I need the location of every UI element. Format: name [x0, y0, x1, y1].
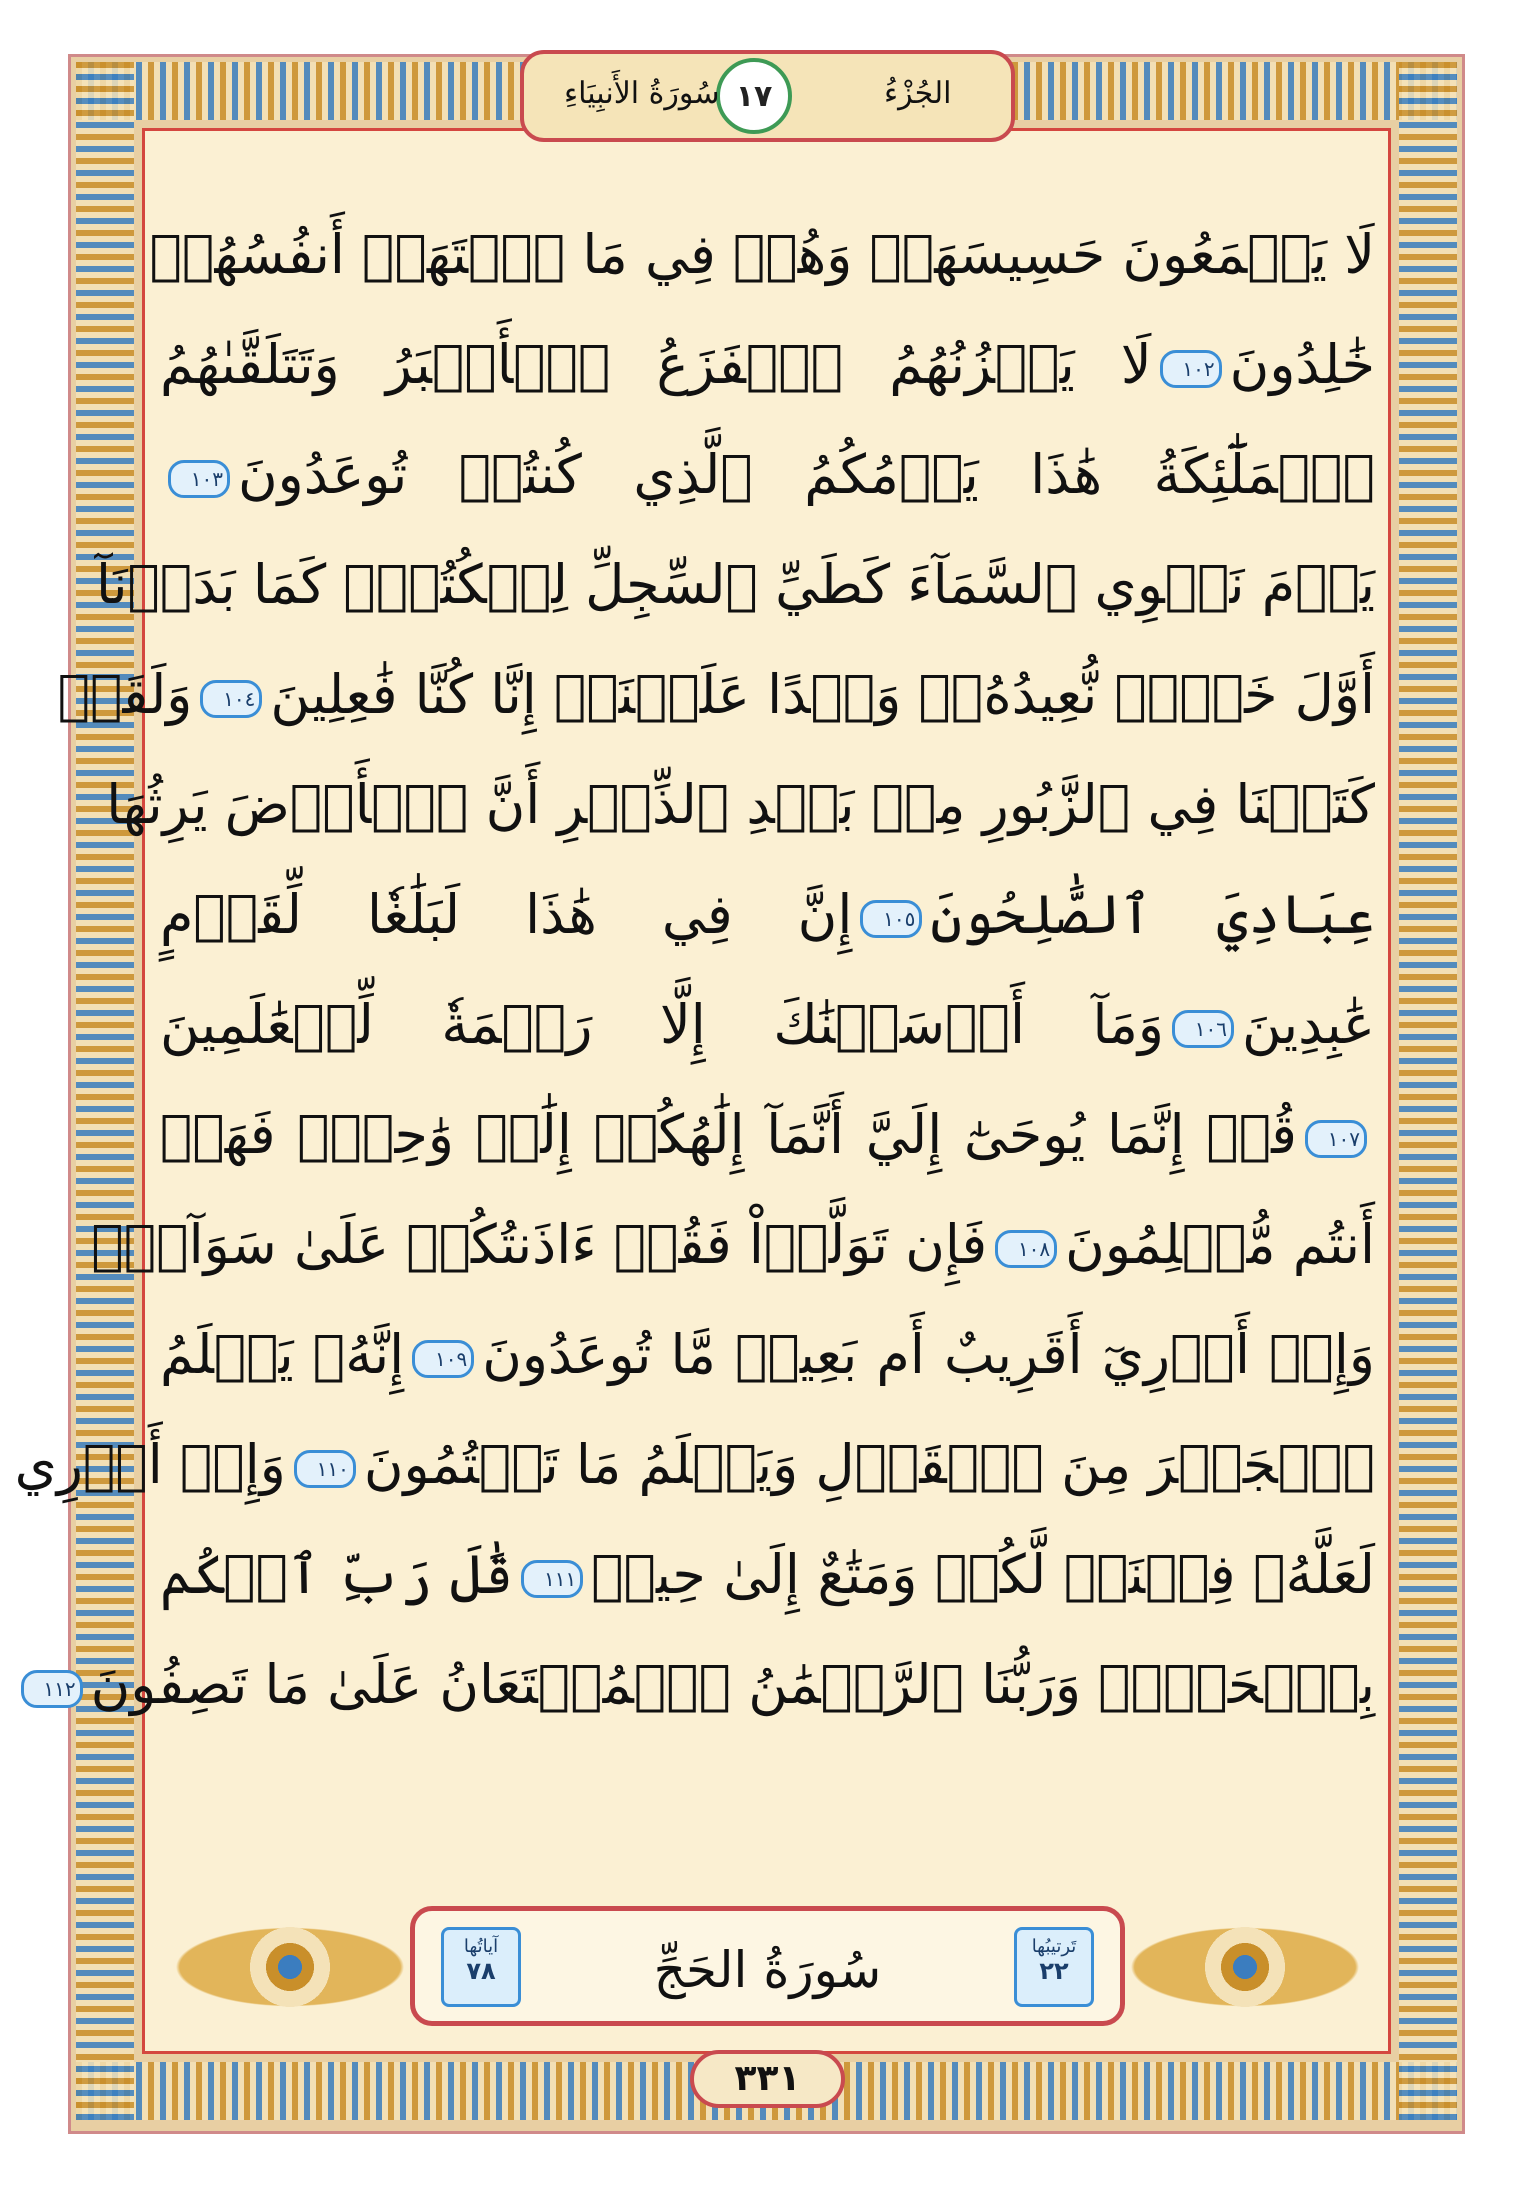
surah-order-box: [1014, 1927, 1094, 2007]
verse-text: وَلَقَدۡ: [57, 663, 193, 726]
quran-text: [14, 200, 1376, 1740]
ayah-number-marker: ١٠٤: [200, 680, 262, 718]
ayah-number-marker: ١٠٢: [1160, 350, 1222, 388]
ayah-number-marker: ١٠٨: [995, 1230, 1057, 1268]
quran-line: [160, 310, 1375, 420]
ayah-number-marker: ١١٠: [294, 1450, 356, 1488]
quran-line: [149, 200, 1375, 310]
order-label: تَرتيبُها: [1031, 1936, 1077, 1957]
quran-line: [57, 640, 1375, 750]
right-ornament-border: [1399, 62, 1457, 2120]
quran-line: [160, 1080, 1375, 1190]
verse-text: عِبَادِيَ ٱلصَّٰلِحُونَ: [930, 883, 1376, 946]
verse-text: وَمَآ أَرۡسَلۡنَٰكَ إِلَّا رَحۡمَةٗ لِّلۡعَٰلَمِينَ: [160, 993, 1164, 1056]
next-surah-name: سُورَةُ الحَجِّ: [653, 1941, 882, 1999]
quran-line: [96, 530, 1375, 640]
ayah-number-marker: ١١٢: [21, 1670, 83, 1708]
ayah-number-marker: ١٠٩: [412, 1340, 474, 1378]
next-surah-banner: [410, 1906, 1125, 2026]
verse-text: قَٰلَ رَبِّ ٱحۡكُم: [160, 1543, 514, 1606]
verse-text: وَإِنۡ أَدۡرِيٓ أَقَرِيبٌ أَم بَعِيدٞ مَّا تُوعَدُونَ: [482, 1323, 1375, 1386]
verse-text: ٱلۡجَهۡرَ مِنَ ٱلۡقَوۡلِ وَيَعۡلَمُ مَا تَكۡتُمُونَ: [363, 1433, 1375, 1496]
left-floral-ornament: [160, 1922, 420, 2012]
quran-line: [160, 1300, 1375, 1410]
page-header: [520, 50, 1015, 142]
verse-text: إِنَّ فِي هَٰذَا لَبَلَٰغٗا لِّقَوۡمٍ: [160, 883, 853, 946]
quran-line: [160, 970, 1375, 1080]
quran-line: [14, 1410, 1375, 1520]
verse-text: كَتَبۡنَا فِي ٱلزَّبُورِ مِنۢ بَعۡدِ ٱلذِّكۡرِ أَنَّ ٱلۡأَرۡضَ يَرِثُهَا: [106, 773, 1375, 836]
quran-line: [160, 1520, 1375, 1630]
verse-text: فَإِن تَوَلَّوۡاْ فَقُلۡ ءَاذَنتُكُمۡ عَلَىٰ سَوَآءٖۖ: [91, 1213, 988, 1276]
verse-text: يَوۡمَ نَطۡوِي ٱلسَّمَآءَ كَطَيِّ ٱلسِّجِلِّ لِلۡكُتُبِۚ كَمَا بَدَأۡنَآ: [96, 553, 1375, 616]
verse-text: قُلۡ إِنَّمَا يُوحَىٰٓ إِلَيَّ أَنَّمَآ إِلَٰهُكُمۡ إِلَٰهٞ وَٰحِدٞۖ فَهَلۡ: [160, 1103, 1297, 1166]
ayah-number-marker: ١٠٦: [1172, 1010, 1234, 1048]
ayah-number-marker: ١٠٥: [860, 900, 922, 938]
quran-line: [43, 1630, 1375, 1740]
verse-text: عَٰبِدِينَ: [1242, 993, 1375, 1056]
right-floral-ornament: [1115, 1922, 1375, 2012]
quran-line: [106, 750, 1375, 860]
quran-line: [91, 1190, 1375, 1300]
verse-text: أَنتُم مُّسۡلِمُونَ: [1065, 1213, 1375, 1276]
juz-label: الجُزْءُ: [884, 76, 952, 111]
left-ornament-border: [76, 62, 134, 2120]
verse-text: وَإِنۡ أَدۡرِي: [14, 1433, 286, 1496]
verse-text: بِٱلۡحَقِّۗ وَرَبُّنَا ٱلرَّحۡمَٰنُ ٱلۡمُسۡتَعَانُ عَلَىٰ مَا تَصِفُونَ: [90, 1653, 1375, 1716]
verse-text: خَٰلِدُونَ: [1229, 333, 1375, 396]
verse-text: لَا يَسۡمَعُونَ حَسِيسَهَاۖ وَهُمۡ فِي مَا ٱشۡتَهَتۡ أَنفُسُهُمۡ: [149, 223, 1375, 286]
ayah-number-marker: ١٠٧: [1305, 1120, 1367, 1158]
order-value: ٢٢: [1039, 1957, 1069, 1985]
verse-text: إِنَّهُۥ يَعۡلَمُ: [160, 1323, 405, 1386]
surah-title: سُورَةُ الأَنبِيَاءِ: [564, 76, 720, 111]
ayah-number-marker: ١١١: [521, 1560, 583, 1598]
juz-number-badge: ١٧: [716, 58, 792, 134]
verses-value: ٧٨: [466, 1957, 496, 1985]
verse-text: ٱلۡمَلَٰٓئِكَةُ هَٰذَا يَوۡمُكُمُ ٱلَّذِي كُنتُمۡ تُوعَدُونَ: [238, 443, 1375, 506]
verse-text: أَوَّلَ خَلۡقٖ نُّعِيدُهُۥۚ وَعۡدًا عَلَيۡنَآۚ إِنَّا كُنَّا فَٰعِلِينَ: [270, 663, 1375, 726]
verse-text: لَعَلَّهُۥ فِتۡنَةٞ لَّكُمۡ وَمَتَٰعٌ إِلَىٰ حِينٖ: [591, 1543, 1375, 1606]
quran-line: [160, 420, 1375, 530]
page-number: ٣٣١: [690, 2050, 845, 2108]
verse-text: لَا يَحۡزُنُهُمُ ٱلۡفَزَعُ ٱلۡأَكۡبَرُ وَتَتَلَقَّىٰهُمُ: [160, 333, 1152, 396]
quran-line: [160, 860, 1375, 970]
ayah-number-marker: ١٠٣: [168, 460, 230, 498]
verses-label: آياتُها: [463, 1936, 499, 1957]
